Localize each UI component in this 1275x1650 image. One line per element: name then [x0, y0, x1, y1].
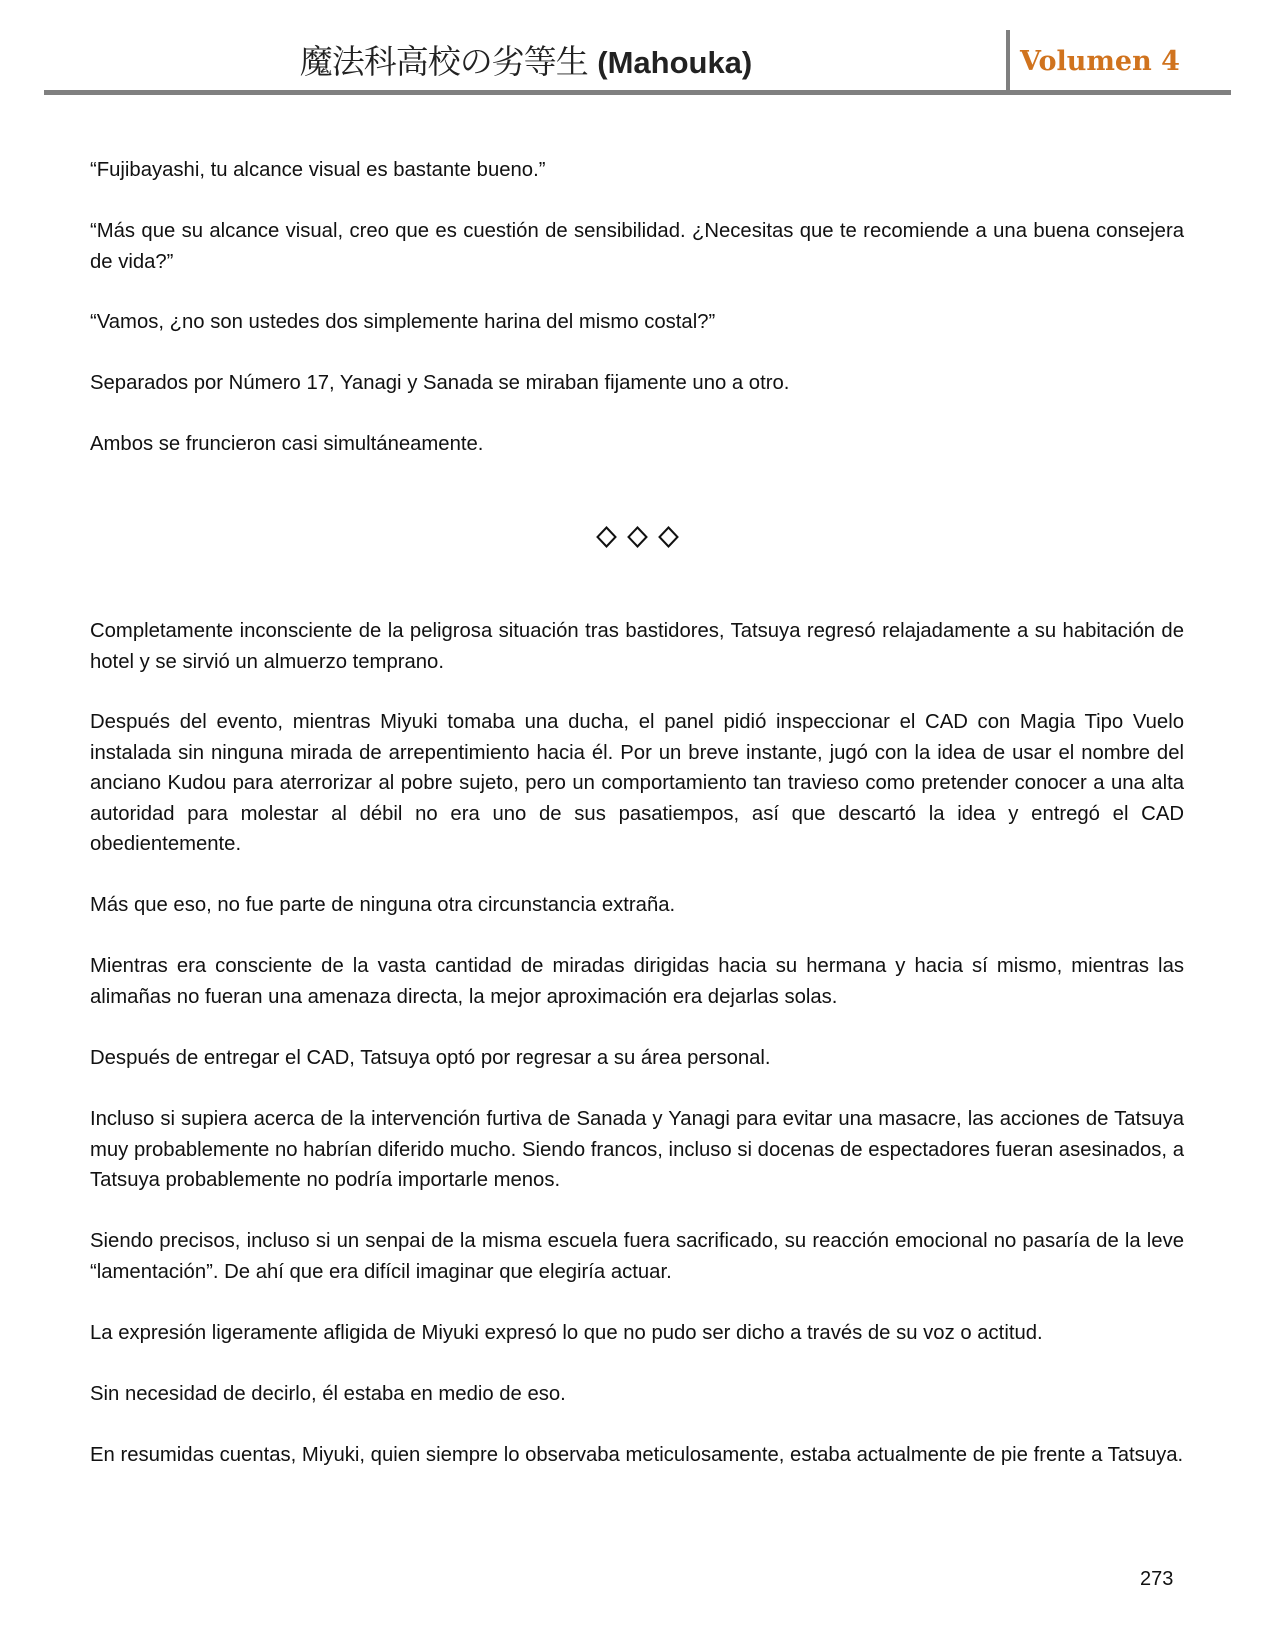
paragraph: Después de entregar el CAD, Tatsuya optó por regresar a su área personal. — [90, 1047, 771, 1069]
book-title — [44, 38, 1008, 86]
paragraph: Incluso si supiera acerca de la intervención furtiva de Sanada y Yanagi para evitar una masacre, las acciones de Tatsuya muy probablemente no habrían diferido mucho. Siendo francos, incluso si docenas de espectadores fueran asesinados, a Tatsuya probablemente no podría importarle menos. — [90, 1108, 1184, 1191]
paragraph: Después del evento, mientras Miyuki tomaba una ducha, el panel pidió inspeccionar el CAD con Magia Tipo Vuelo instalada sin ninguna mirada de arrepentimiento hacia él. Por un breve instante, jugó con la idea de usar el nombre del anciano Kudou para aterrorizar al pobre sujeto, pero un comportamiento tan travieso como pretender conocer a una alta autoridad para molestar al débil no era uno de sus pasatiempos, así que descartó la idea y entregó el CAD obedientemente. — [90, 711, 1184, 855]
paragraph: Más que eso, no fue parte de ninguna otra circunstancia extraña. — [90, 894, 676, 916]
diamond-outline-icon — [596, 522, 617, 552]
paragraph: Mientras era consciente de la vasta cantidad de miradas dirigidas hacia su hermana y hacia sí mismo, mientras las alimañas no fueran una amenaza directa, la mejor aproximación era dejarlas solas. — [90, 955, 1184, 1008]
header-vertical-divider — [1006, 30, 1010, 93]
volume-label: Volumen 4 — [1020, 46, 1180, 77]
paragraph: Separados por Número 17, Yanagi y Sanada se miraban fijamente uno a otro. — [90, 372, 790, 394]
scene-break — [0, 522, 1275, 552]
paragraph: La expresión ligeramente afligida de Miyuki expresó lo que no pudo ser dicho a través de su voz o actitud. — [90, 1322, 1043, 1344]
book-title-japanese: 魔法科高校の劣等生 — [299, 42, 588, 81]
paragraph: En resumidas cuentas, Miyuki, quien siempre lo observaba meticulosamente, estaba actualmente de pie frente a Tatsuya. — [90, 1444, 1184, 1466]
paragraph: “Más que su alcance visual, creo que es cuestión de sensibilidad. ¿Necesitas que te recomiende a una buena consejera de vida?” — [90, 220, 1184, 273]
diamond-outline-icon — [627, 522, 648, 552]
book-title-latin: (Mahouka) — [597, 45, 753, 80]
page-number: 273 — [1140, 1568, 1174, 1590]
header-rule — [44, 90, 1231, 95]
paragraph: Completamente inconsciente de la peligrosa situación tras bastidores, Tatsuya regresó relajadamente a su habitación de hotel y se sirvió un almuerzo temprano. — [90, 620, 1184, 673]
paragraph: “Fujibayashi, tu alcance visual es bastante bueno.” — [90, 159, 546, 181]
paragraph: Sin necesidad de decirlo, él estaba en medio de eso. — [90, 1383, 566, 1405]
paragraph: Ambos se fruncieron casi simultáneamente. — [90, 433, 484, 455]
paragraph: Siendo precisos, incluso si un senpai de la misma escuela fuera sacrificado, su reacción emocional no pasaría de la leve “lamentación”. De ahí que era difícil imaginar que elegiría actuar. — [90, 1230, 1184, 1283]
diamond-outline-icon — [658, 522, 679, 552]
paragraph: “Vamos, ¿no son ustedes dos simplemente harina del mismo costal?” — [90, 311, 716, 333]
